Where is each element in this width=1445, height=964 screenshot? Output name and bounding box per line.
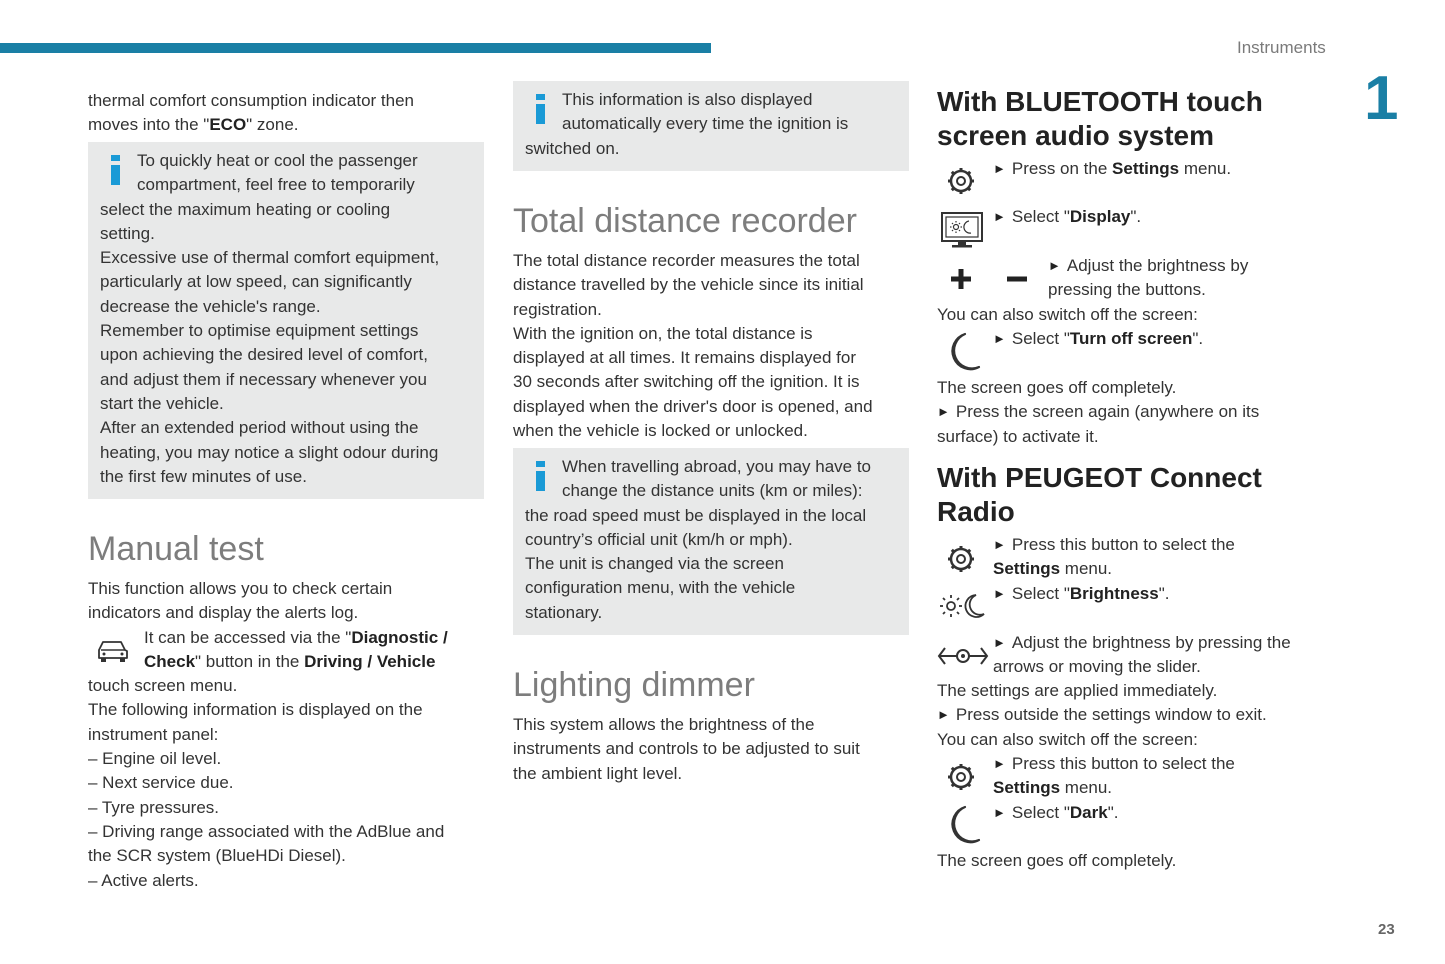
total-distance-body: The total distance recorder measures the total distance travelled by the vehicle since its initial registration. With the ignition on, the total distance is displayed at all times. It remains displayed for 30 seconds after switching off the ignition. It is displayed when the driver's door is opened, and when the vehicle is locked or unlocked. [513,251,873,441]
bt-step-turn-off: ► Select "Turn off screen". [993,329,1204,348]
heading-total-distance-recorder: Total distance recorder [513,202,857,240]
info-box-ignition [513,81,909,171]
brightness-sun-moon-icon [938,592,986,620]
list-item: the SCR system (BlueHDi Diesel). [88,846,346,866]
pc-step-brightness: ► Select "Brightness". [993,584,1170,603]
heading-bluetooth: With BLUETOOTH touch screen audio system [937,86,1263,151]
list-item: – Active alerts. [88,870,199,890]
chapter-number: 1 [1364,64,1399,133]
settings-gear-icon [944,542,978,576]
bt-step-settings: ► Press on the Settings menu. [993,159,1232,178]
pc-apply-block: The settings are applied immediately. ► Press outside the settings window to exit. You can also switch off the screen: [937,681,1267,749]
settings-gear-icon [944,760,978,794]
heading-peugeot-connect: With PEUGEOT Connect Radio [937,462,1262,527]
list-item: – Driving range associated with the AdBlue and [88,821,445,841]
lighting-dimmer-body: This system allows the brightness of the instruments and controls to be adjusted to suit the ambient light level. [513,715,860,783]
list-item: – Next service due. [88,773,234,793]
settings-gear-icon [944,164,978,198]
heading-manual-test: Manual test [88,530,264,568]
slider-arrows-icon [937,643,989,669]
eco-intro: thermal comfort consumption indicator then moves into the "ECO" zone. [88,91,414,135]
bt-step-adjust: ► Adjust the brightness by pressing the buttons. [1048,256,1249,300]
manual-test-body: This function allows you to check certain indicators and display the alerts log. It can be accessed via the "Diagnostic / Check" button in the Driving / Vehicle touch screen menu. The following information is displayed on the instrument panel: – Engine oil level. – Next service due. – Tyre pressures. – Driving range associated with the AdBlue and the SCR system (BlueHDi Diesel). – Active alerts. [88,577,488,893]
plus-icon [950,268,972,290]
info-box-units [513,448,909,635]
bt-step-display: ► Select "Display". [993,207,1142,226]
header-accent-bar [0,43,711,53]
info-box-comfort-text: To quickly heat or cool the passenger compartment, feel free to temporarily select the maximum heating or cooling setting. Excessive use of thermal comfort equipment, particularly at low speed, can significantly decrease the vehicle's range. Remember to optimise equipment settings upon achieving the desired level of comfort, and adjust them if necessary whenever you start the vehicle. After an extended period without using the heating, you may notice a slight odour during the first few minutes of use. [100,151,440,486]
car-diagnostic-icon [96,638,130,664]
bt-screen-off-block: The screen goes off completely. ► Press the screen again (anywhere on its surface) to activate it. [937,378,1260,446]
info-box-units-text: When travelling abroad, you may have to change the distance units (km or miles): the road speed must be displayed in the local country’s official unit (km/h or mph). The unit is changed via the screen configuration menu, with the vehicle stationary. [525,457,872,622]
pc-step-settings: ► Press this button to select the Settings menu. [993,535,1235,579]
pc-step-settings-2: ► Press this button to select the Settings menu. [993,754,1235,798]
pc-screen-off: The screen goes off completely. [937,851,1177,870]
pc-step-dark: ► Select "Dark". [993,803,1119,822]
info-box-comfort [88,142,484,499]
pc-step-adjust: ► Adjust the brightness by pressing the arrows or moving the slider. [993,633,1291,677]
running-header: Instruments [1237,38,1326,57]
bt-also-switch-off: You can also switch off the screen: [937,305,1198,324]
page-number: 23 [1378,921,1395,938]
list-item: – Tyre pressures. [88,797,220,817]
display-brightness-icon [940,211,984,249]
info-box-ignition-text: This information is also displayed automatically every time the ignition is switched on. [525,90,849,158]
minus-icon [1006,268,1028,290]
moon-icon [943,804,983,846]
moon-icon [943,331,983,373]
list-item: – Engine oil level. [88,749,222,769]
heading-lighting-dimmer: Lighting dimmer [513,666,755,704]
